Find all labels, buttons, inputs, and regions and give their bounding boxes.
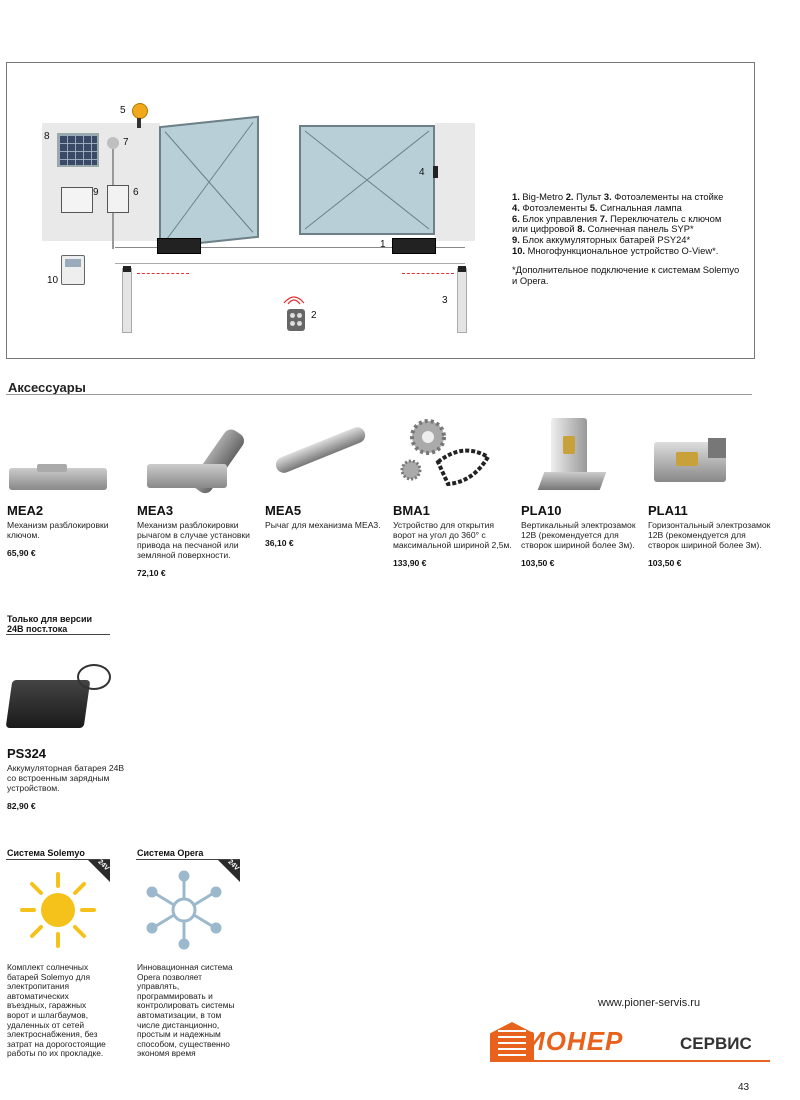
legend-line: 10. Многофункциональное устройство O-View*. xyxy=(512,244,719,256)
left-gate-leaf xyxy=(159,116,259,249)
product-price: 65,90 € xyxy=(7,548,36,558)
product-code: MEA2 xyxy=(7,503,44,518)
diagram-label-2: 2 xyxy=(311,310,317,321)
diagram-label-5: 5 xyxy=(120,105,126,116)
product-ps324 xyxy=(7,658,132,811)
legend-line: или цифровой 8. Солнечная панель SYP* xyxy=(512,223,694,235)
product-price: 103,50 € xyxy=(648,558,682,568)
solemyo-title: Система Solemyo xyxy=(7,848,85,858)
product-code: MEA3 xyxy=(137,503,174,518)
bma1-image xyxy=(393,412,503,497)
product-description: Устройство для открытия ворот на угол до 360° с максимальной шириной 2,5м. xyxy=(393,520,512,550)
dc-heading-underline xyxy=(6,634,110,635)
legend-line: 6. Блок управления 7. Переключатель с ключом xyxy=(512,212,722,224)
ps324-image xyxy=(7,658,117,740)
logo-underline xyxy=(490,1060,770,1062)
product-pla11 xyxy=(648,412,773,568)
motor-right xyxy=(392,238,436,254)
product-code: PS324 xyxy=(7,746,47,761)
product-description: Механизм разблокировки рычагом в случае установки привода на песчаной или земляной поверхности. xyxy=(137,520,250,560)
mea2-image xyxy=(7,412,117,497)
product-description: Горизонтальный электрозамок 12В (рекомендуется для створок шириной более 3м). xyxy=(648,520,771,550)
opera-title: Система Opera xyxy=(137,848,204,858)
product-price: 72,10 € xyxy=(137,568,166,578)
motor-left xyxy=(157,238,201,254)
control-unit-icon xyxy=(107,185,129,213)
key-switch-icon xyxy=(107,137,119,149)
product-price: 36,10 € xyxy=(265,538,294,548)
diagram-label-10: 10 xyxy=(47,275,59,286)
gate-cross-icon xyxy=(161,118,257,246)
product-code: PLA11 xyxy=(648,503,688,518)
right-wall xyxy=(435,123,475,241)
logo-text-sub: СЕРВИС xyxy=(680,1034,752,1053)
legend-line: 9. Блок аккумуляторных батарей PSY24* xyxy=(512,234,691,246)
diagram-label-4: 4 xyxy=(419,167,425,178)
logo-text-main: ИОНЕР xyxy=(526,1026,624,1056)
ir-beam-right xyxy=(402,273,454,274)
pla11-image xyxy=(648,412,758,497)
voltage-badge: 24V xyxy=(218,860,240,882)
product-pla10 xyxy=(521,412,646,568)
solemyo-description: Комплект солнечных батарей Solemyo для электропитания автоматических въездных, гаражных ворот и шлагбаумов, удаленных от сетей электроснабжения, без затрат на дорогостоящие работы по их прокладке. xyxy=(7,962,106,1059)
battery-box-icon xyxy=(61,187,93,213)
section-divider xyxy=(6,394,752,395)
product-code: BMA1 xyxy=(393,503,430,518)
legend-line: 1. Big-Metro 2. Пульт 3. Фотоэлементы на стойке xyxy=(512,191,724,202)
opera-description: Инновационная система Opera позволяет управлять, программировать и контролировать системы автоматизации, в том числе дистанционно, простым и надежным способом, существенно экономя время xyxy=(137,962,235,1059)
signal-waves-icon xyxy=(279,291,309,305)
product-description: Рычаг для механизма MEA3. xyxy=(265,520,381,530)
wall-photocell-icon xyxy=(433,166,438,178)
product-price: 82,90 € xyxy=(7,801,36,811)
gate-cross-icon xyxy=(301,127,433,233)
accessories-title: Аксессуары xyxy=(8,380,86,395)
remote-control-icon xyxy=(287,309,305,331)
website-url[interactable]: www.pioner-servis.ru xyxy=(598,997,701,1009)
product-bma1 xyxy=(393,412,518,568)
solemyo-panel xyxy=(6,860,110,958)
product-price: 133,90 € xyxy=(393,558,427,568)
mea3-image xyxy=(137,412,247,497)
gear-chain-icon xyxy=(393,412,503,497)
pla10-image xyxy=(521,412,631,497)
legend-line: 4. Фотоэлементы 5. Сигнальная лампа xyxy=(512,201,682,213)
right-gate-leaf xyxy=(299,125,435,235)
product-description: Вертикальный электрозамок 12В (рекомендуется для створок шириной более 3м). xyxy=(521,520,636,550)
page-number: 43 xyxy=(738,1082,750,1093)
diagram-label-3: 3 xyxy=(442,295,448,306)
diagram-label-8: 8 xyxy=(44,131,50,142)
voltage-badge: 24V xyxy=(88,860,110,882)
dc-version-heading: Только для версии 24В пост.тока xyxy=(7,614,93,634)
diagram-label-9: 9 xyxy=(93,187,99,198)
product-mea2 xyxy=(7,412,132,558)
product-mea5 xyxy=(265,412,390,548)
photocell-post-right xyxy=(457,268,467,333)
photocell-post-left xyxy=(122,268,132,333)
oview-device-icon xyxy=(61,255,85,285)
signal-lamp-icon xyxy=(132,103,148,119)
product-code: MEA5 xyxy=(265,503,302,518)
diagram-label-6: 6 xyxy=(133,187,139,198)
opera-panel xyxy=(136,860,240,958)
product-description: Аккумуляторная батарея 24В со встроенным зарядным устройством. xyxy=(7,763,125,793)
legend-note: *Дополнительное подключение к системам Solemyo и Opera. xyxy=(512,263,740,286)
mea5-image xyxy=(265,412,375,497)
product-code: PLA10 xyxy=(521,503,562,518)
product-mea3 xyxy=(137,412,262,578)
diagram-label-1: 1 xyxy=(380,239,386,250)
solar-panel-icon xyxy=(57,133,99,167)
product-description: Механизм разблокировки ключом. xyxy=(7,520,109,540)
ir-beam-left xyxy=(137,273,189,274)
diagram-legend xyxy=(512,192,747,286)
diagram-label-7: 7 xyxy=(123,137,129,148)
product-price: 103,50 € xyxy=(521,558,555,568)
